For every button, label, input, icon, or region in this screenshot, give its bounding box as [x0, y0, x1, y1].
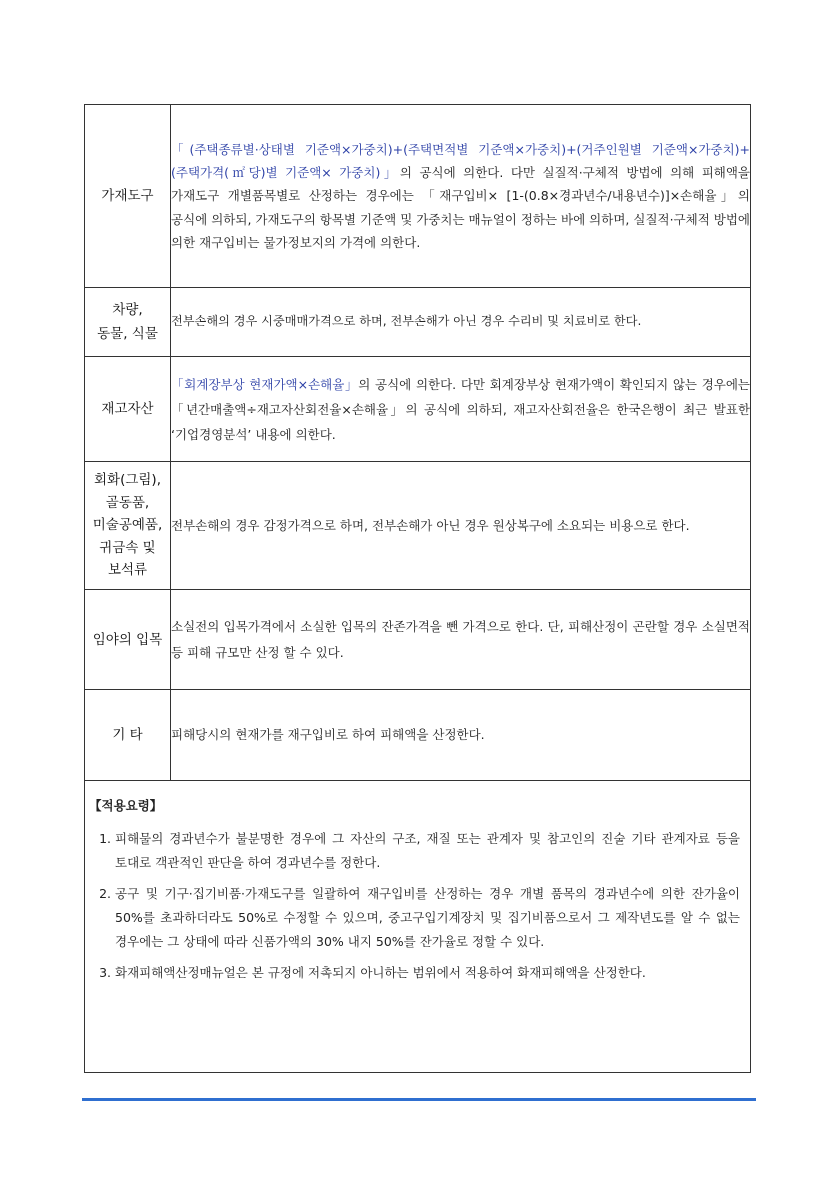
table-row	[85, 590, 751, 690]
table-row	[85, 690, 751, 781]
body-text: 피해당시의 현재가를 재구입비로 하여 피해액을 산정한다.	[171, 727, 485, 743]
body-text: 의 공식에 의한다. 다만 실질적·구체적 방법에 의해 피해액을 가재도구 개별품목별로 산정하는 경우에는 「재구입비× [1-(0.8×경과년수/내용년수)]×손해율」의 공식에 의하되, 가재도구의 항목별 기준액 및 가중치는 매뉴얼이 정하는 바에 의하며, 실질적·구체적 방법에 의한 재구입비는 물가정보지의 가격에 의한다.	[171, 165, 751, 250]
item-text: 공구 및 기구·집기비품·가재도구를 일괄하여 재구입비를 산정하는 경우 개별 품목의 경과년수에 의한 잔가율이 50%를 초과하더라도 50%로 수정할 수 있으며, 중고구입기계장치 및 집기비품으로서 그 제작년도를 알 수 없는 경우에는 그 상태에 따라 신품가액의 30% 내지 50%를 잔가율로 정할 수 있다.	[115, 886, 740, 949]
notes-title: 【적용요령】	[89, 798, 163, 813]
table-row	[85, 357, 751, 462]
table-row	[85, 105, 751, 288]
row-content	[171, 690, 751, 781]
notes-section	[85, 781, 751, 1073]
body-text: 소실전의 입목가격에서 소실한 입목의 잔존가격을 뺀 가격으로 한다. 단, 피해산정이 곤란할 경우 소실면적 등 피해 규모만 산정 할 수 있다.	[171, 618, 750, 660]
footer-divider	[82, 1098, 756, 1101]
formula-text: 「회계장부상 현재가액×손해율」	[171, 376, 359, 392]
list-item	[89, 882, 746, 954]
row-label: 가재도구	[85, 105, 171, 288]
row-content	[171, 357, 751, 462]
item-text: 화재피해액산정매뉴얼은 본 규정에 저촉되지 아니하는 범위에서 적용하여 화재피해액을 산정한다.	[115, 965, 646, 980]
row-label: 회화(그림), 골동품, 미술공예품, 귀금속 및 보석류	[85, 462, 171, 590]
body-text: 의 공식에 의한다. 다만 회계장부상 현재가액이 확인되지 않는 경우에는「년간매출액÷재고자산회전율×손해율」의 공식에 의하되, 재고자산회전율은 한국은행이 최근 발표한 ‘기업경영분석’ 내용에 의한다.	[171, 376, 750, 442]
item-number: 2.	[99, 886, 111, 901]
row-label: 재고자산	[85, 357, 171, 462]
list-item	[89, 827, 746, 875]
row-label: 차량, 동물, 식물	[85, 288, 171, 357]
table-row	[85, 288, 751, 357]
notes-row	[85, 781, 751, 1073]
body-text: 전부손해의 경우 시중매매가격으로 하며, 전부손해가 아닌 경우 수리비 및 치료비로 한다.	[171, 314, 642, 329]
valuation-table	[84, 104, 751, 1073]
body-text: 전부손해의 경우 감정가격으로 하며, 전부손해가 아닌 경우 원상복구에 소요되는 비용으로 한다.	[171, 517, 690, 533]
table-row	[85, 462, 751, 590]
item-number: 1.	[99, 831, 111, 846]
row-content	[171, 288, 751, 357]
row-content	[171, 590, 751, 690]
row-label: 기 타	[85, 690, 171, 781]
formula-text: 「(주택종류별·상태별 기준액×가중치)+(주택면적별 기준액×가중치)+(거주인원별 기준액×가중치)+(주택가격(㎡당)별 기준액× 가중치)」	[171, 141, 750, 181]
row-label: 임야의 입목	[85, 590, 171, 690]
row-content	[171, 462, 751, 590]
list-item	[89, 961, 746, 985]
row-content	[171, 105, 751, 288]
item-text: 피해물의 경과년수가 불분명한 경우에 그 자산의 구조, 재질 또는 관계자 및 참고인의 진술 기타 관계자료 등을 토대로 객관적인 판단을 하여 경과년수를 정한다.	[115, 831, 740, 870]
item-number: 3.	[99, 965, 111, 980]
